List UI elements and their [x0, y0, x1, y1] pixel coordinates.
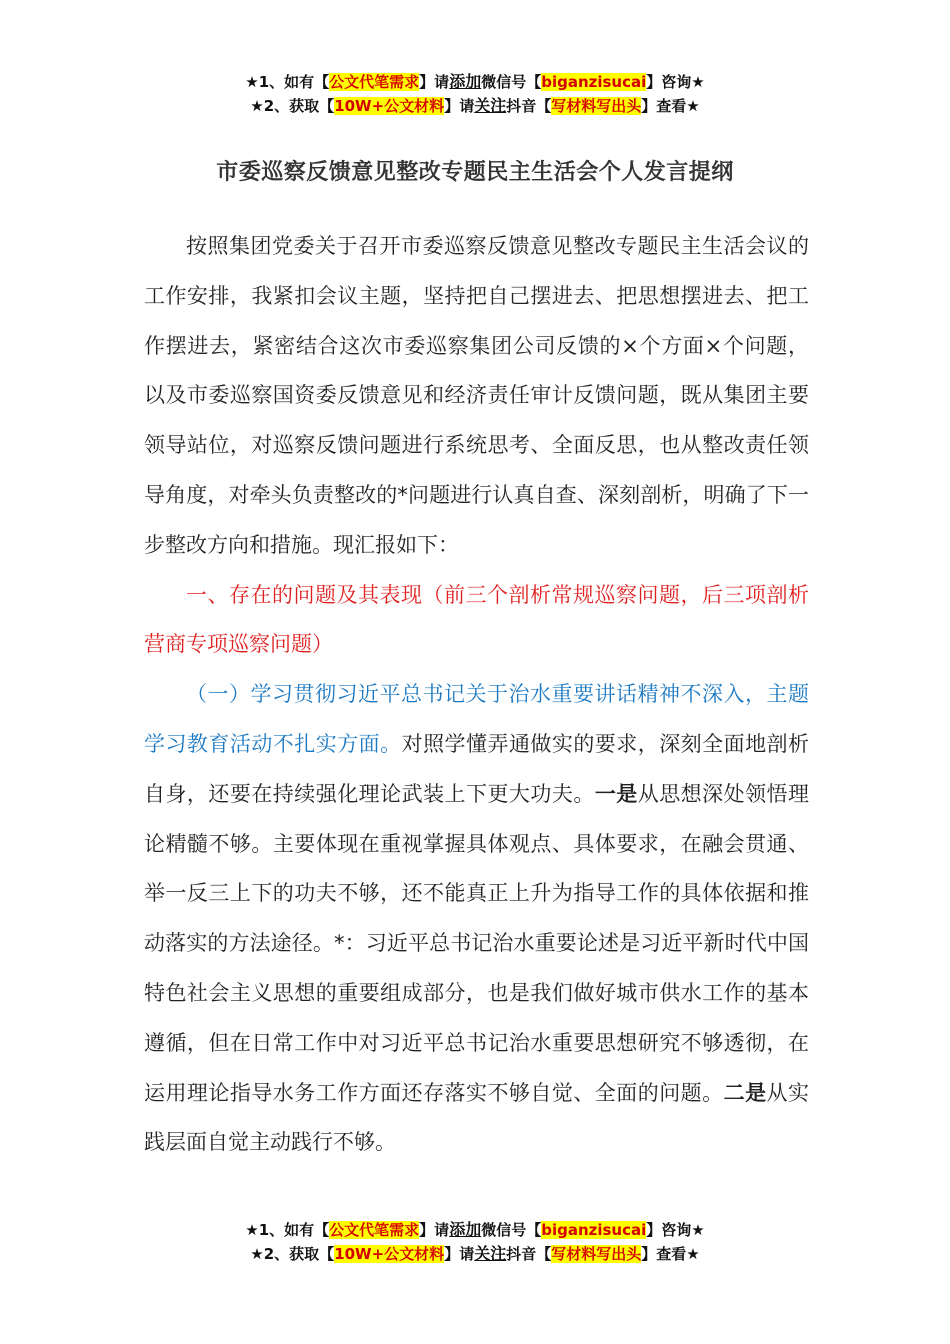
paragraph-text: 从思想深处领悟理论精髓不够。主要体现在重视掌握具体观点、具体要求，在融会贯通、举一反三上下的功夫不够，还不能真正上升为指导工作的具体依据和推动落实的方法途径。*：习近平总书记治水重要论述是习近平新时代中国特色社会主义思想的重要组成部分，也是我们做好城市供水工作的基本遵循，但在日常工作中对习近平总书记治水重要思想研究不够透彻，在运用理论指导水务工作方面还存落实不够自觉、全面的问题。	[144, 781, 810, 1105]
promo-emphasis: 添加	[449, 72, 482, 91]
promo-highlight: 10W+公文材料	[334, 97, 445, 115]
promo-text: ★1、如有【	[245, 1221, 330, 1239]
promo-text: 】查看★	[641, 1245, 700, 1263]
document-body	[144, 222, 809, 1168]
promo-text: ★1、如有【	[245, 73, 330, 91]
promo-emphasis: 关注	[474, 96, 507, 115]
subsection-heading: （一）学习贯彻习近平总书记关于治水重要讲话精神不深入，主题学习教育活动不扎实方面。	[144, 682, 809, 756]
point-label: 二是	[723, 1080, 767, 1105]
promo-text: 】咨询★	[646, 73, 705, 91]
wechat-id: biganzisucai	[541, 1221, 647, 1239]
douyin-account: 写材料写出头	[551, 1245, 642, 1263]
promo-highlight: 10W+公文材料	[334, 1245, 445, 1263]
paragraph-text: 从实践层面自觉主动践行不够。	[144, 1080, 810, 1155]
section-heading: 一、存在的问题及其表现（前三个剖析常规巡察问题，后三项剖析营商专项巡察问题）	[144, 582, 809, 657]
paragraph-text: 对照学懂弄通做实的要求，深刻全面地剖析自身，还要在持续强化理论武装上下更大功夫。	[144, 731, 810, 806]
wechat-id: biganzisucai	[541, 73, 647, 91]
promo-line-2	[0, 94, 950, 118]
promo-text: ★2、获取【	[250, 97, 335, 115]
intro-paragraph: 按照集团党委关于召开市委巡察反馈意见整改专题民主生活会议的工作安排，我紧扣会议主题，坚持把自己摆进去、把思想摆进去、把工作摆进去，紧密结合这次市委巡察集团公司反馈的×个方面×个问题，以及市委巡察国资委反馈意见和经济责任审计反馈问题，既从集团主要领导站位，对巡察反馈问题进行系统思考、全面反思，也从整改责任领导角度，对牵头负责整改的*问题进行认真自查、深刻剖析，明确了下一步整改方向和措施。现汇报如下：	[144, 234, 809, 557]
promo-line-1	[0, 1218, 950, 1242]
promo-text: ★2、获取【	[250, 1245, 335, 1263]
point-label: 一是	[594, 781, 638, 806]
promo-text: 抖音【	[506, 97, 552, 115]
promo-line-2	[0, 1242, 950, 1266]
promo-highlight: 公文代笔需求	[329, 73, 420, 91]
promo-emphasis: 关注	[474, 1244, 507, 1263]
promo-text: 】咨询★	[646, 1221, 705, 1239]
promo-text: 】请	[444, 97, 475, 115]
promo-text: 】请	[419, 73, 450, 91]
document-title: 市委巡察反馈意见整改专题民主生活会个人发言提纲	[216, 160, 734, 185]
promo-text: 】请	[444, 1245, 475, 1263]
douyin-account: 写材料写出头	[551, 97, 642, 115]
promo-text: 抖音【	[506, 1245, 552, 1263]
promo-text: 微信号【	[481, 73, 542, 91]
promo-text: 】请	[419, 1221, 450, 1239]
promo-text: 微信号【	[481, 1221, 542, 1239]
promo-banner-top	[0, 70, 950, 118]
promo-text: 】查看★	[641, 97, 700, 115]
promo-highlight: 公文代笔需求	[329, 1221, 420, 1239]
promo-emphasis: 添加	[449, 1220, 482, 1239]
promo-line-1	[0, 70, 950, 94]
subsection-paragraph	[144, 670, 809, 1168]
promo-banner-bottom	[0, 1218, 950, 1266]
